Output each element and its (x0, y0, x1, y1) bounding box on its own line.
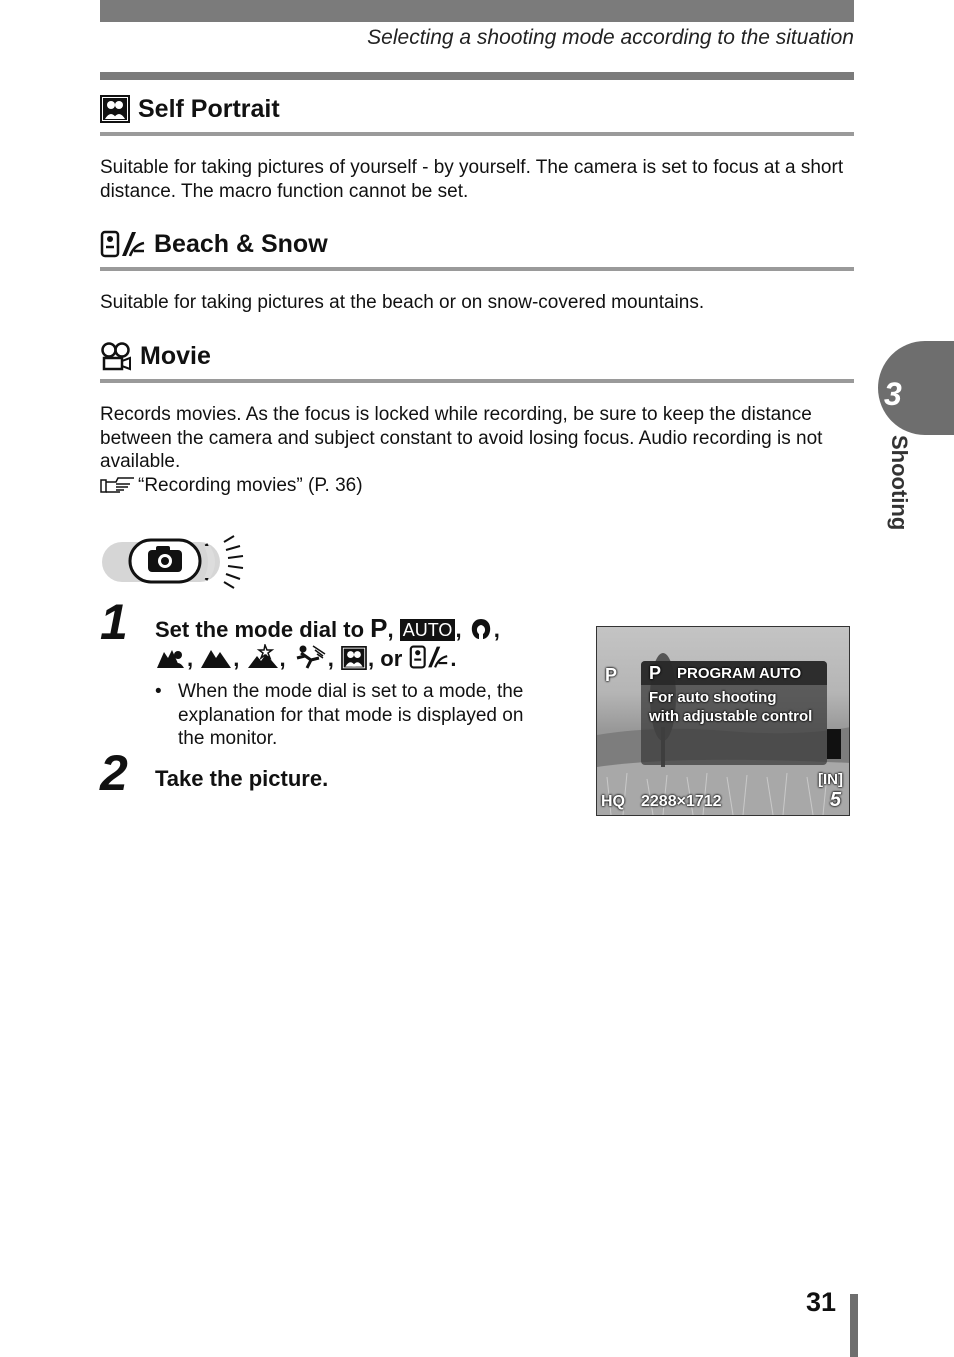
or-text: or (380, 646, 403, 671)
section-body (100, 403, 854, 497)
step-title-text: Set the mode dial to (155, 617, 365, 642)
chapter-label: Shooting (887, 435, 912, 531)
panel-mode-letter: P (649, 663, 662, 683)
section-body: Suitable for taking pictures at the beach or on snow-covered mountains. (100, 292, 705, 313)
section-beach-snow (100, 227, 854, 315)
night-scene-icon (247, 644, 279, 670)
section-top-bar (100, 72, 854, 80)
header-bar (100, 0, 854, 22)
camera-monitor-display (596, 626, 850, 816)
separator: , (233, 646, 240, 671)
step-number: 2 (100, 745, 128, 801)
page-number: 31 (805, 1287, 836, 1317)
memory-indicator: [IN] (818, 771, 843, 788)
step-2-title: Take the picture. (155, 766, 329, 791)
section-title: Movie (140, 341, 211, 370)
auto-mode-badge: AUTO (400, 619, 456, 641)
chapter-number: 3 (884, 376, 902, 412)
sport-icon (293, 644, 327, 670)
panel-line-1: For auto shooting (649, 689, 777, 706)
panel-title: PROGRAM AUTO (677, 665, 802, 682)
resolution-indicator: 2288×1712 (641, 793, 722, 810)
bullet-dot: • (155, 681, 162, 702)
beach-snow-icon (100, 229, 146, 259)
pointing-hand-icon (100, 476, 136, 494)
self-portrait-icon (341, 646, 367, 670)
scroll-indicator (827, 729, 841, 759)
separator: , (327, 646, 334, 671)
bullet-text: When the mode dial is set to a mode, the explanation for that mode is displayed on the monitor. (178, 681, 524, 749)
separator: , (455, 617, 462, 642)
quality-indicator: HQ (601, 793, 625, 810)
section-body-text: Records movies. As the focus is locked while recording, be sure to keep the distance between the camera and subject constant to avoid losing focus. Audio recording is not available. (100, 404, 823, 472)
separator: , (493, 617, 500, 642)
separator: , (368, 646, 375, 671)
frames-remaining: 5 (829, 789, 841, 811)
separator: , (187, 646, 194, 671)
landscape-icon (200, 646, 232, 670)
movie-icon (100, 341, 132, 371)
beach-snow-icon (409, 644, 449, 670)
step-number: 1 (100, 594, 128, 650)
section-body: Suitable for taking pictures of yourself - by yourself. The camera is set to focus at a short distance. The macro function cannot be set. (100, 157, 844, 202)
section-movie (100, 339, 854, 497)
step-1-title (155, 614, 500, 673)
section-rule (100, 267, 854, 271)
section-rule (100, 379, 854, 383)
panel-line-2: with adjustable control (649, 708, 813, 725)
period: . (450, 646, 457, 671)
landscape-portrait-icon (156, 646, 186, 670)
section-self-portrait (100, 92, 854, 203)
separator: , (387, 617, 394, 642)
self-portrait-icon (100, 95, 130, 123)
mode-dial-camera-icon (100, 534, 250, 590)
section-rule (100, 132, 854, 136)
page-number-bar (850, 1294, 858, 1357)
step-1-bullet (155, 680, 555, 751)
cross-reference-text: “Recording movies” (P. 36) (138, 474, 363, 496)
mode-guide-panel (641, 661, 827, 765)
portrait-icon (469, 617, 493, 641)
running-title: Selecting a shooting mode according to the situation (367, 26, 854, 49)
separator: , (279, 646, 286, 671)
program-mode-letter: P (370, 613, 388, 643)
section-title: Self Portrait (138, 94, 280, 123)
cross-reference[interactable] (100, 474, 854, 498)
mode-indicator: P (605, 665, 618, 685)
section-title: Beach & Snow (154, 229, 328, 258)
